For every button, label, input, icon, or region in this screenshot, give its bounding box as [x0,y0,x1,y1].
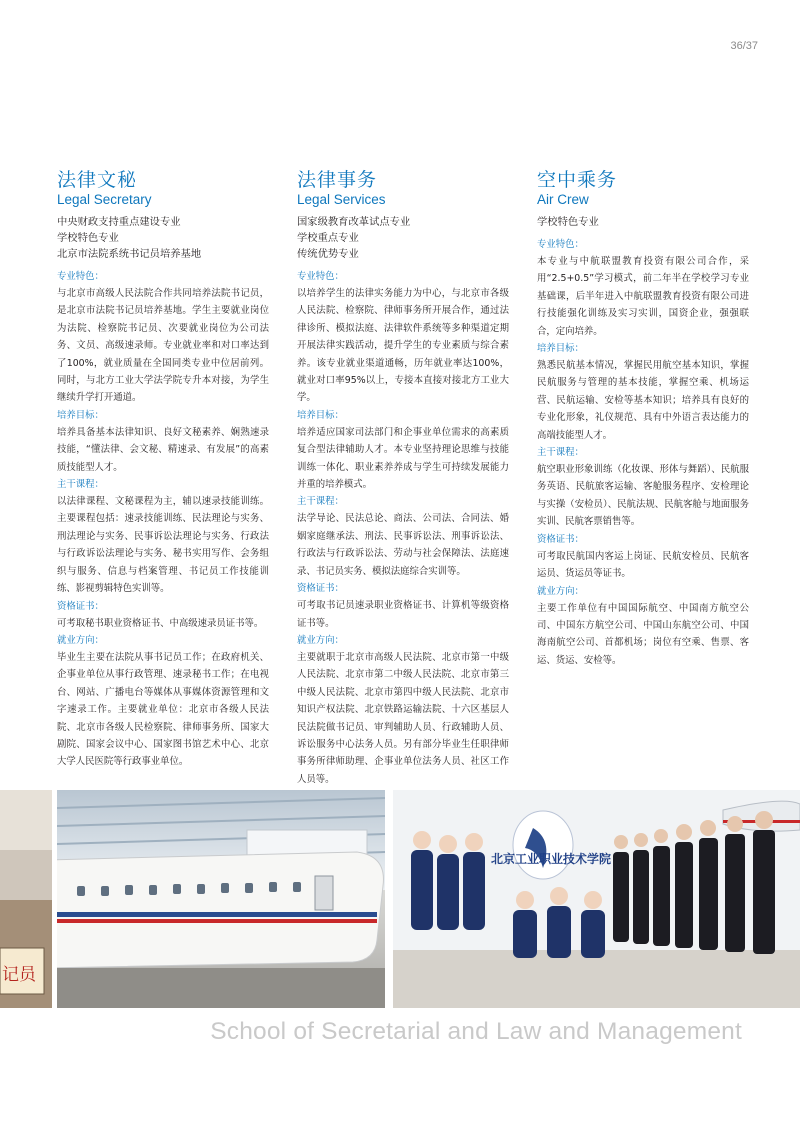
section-body: 可考取民航国内客运上岗证、民航安检员、民航客运员、货运员等证书。 [537,550,749,580]
section-heading: 资格证书： [297,583,344,595]
section-heading: 培养目标： [57,409,104,421]
column-tag: 国家级教育改革试点专业 [297,216,411,228]
column-title-en: Air Crew [537,192,589,207]
section-heading: 专业特色： [297,271,344,282]
section-heading: 主干课程： [57,479,104,491]
column-tag: 中央财政支持重点建设专业 [57,216,181,228]
section-heading: 专业特色： [57,271,104,282]
section-body: 主要工作单位有中国国际航空、中国南方航空公司、中国东方航空公司、中国山东航空公司、中国海南航空公司、首都机场；岗位有空乘、售票、客运、货运、安检等。 [537,602,749,666]
section-heading: 培养目标： [537,343,584,355]
column-title-zh: 空中乘务 [537,169,618,191]
column-title-en: Legal Secretary [57,192,152,207]
section-body: 以法律课程、文秘课程为主，辅以速录技能训练。主要课程包括：速录技能训练、民法理论与实务、刑法理论与实务、民事诉讼法理论与实务、行政法与行政诉讼法理论与实务、秘书实用写作、会务组织与服务、信息与档案管理、书记员工作技能训练、影视剪辑特色实训等。 [57,496,269,595]
college-banner-text: 北京工业职业技术学院 [491,852,612,866]
section-body: 熟悉民航基本情况，掌握民用航空基本知识，掌握民航服务与管理的基本技能，掌握空乘、机场运营、民航运输、安检等基本知识；培养具有良好的专业化形象，礼仪规范、具有中外语言表达能力的高端技能型人才。 [537,360,749,441]
section-heading: 就业方向： [297,634,344,646]
section-heading: 主干课程： [537,447,584,459]
section-body: 可考取书记员速录职业资格证书、计算机等级资格证书等。 [297,600,509,629]
column-tags [57,214,269,262]
column-title-zh: 法律文秘 [57,169,138,191]
column-air-crew [537,168,749,669]
column-title-zh: 法律事务 [297,169,378,191]
section-body: 与北京市高级人民法院合作共同培养法院书记员，是北京市法院书记员培养基地。学生主要就业岗位为法院、检察院书记员、次要就业岗位为公司法务、文员、高级速录师。专业就业率和对口率达到了100%，就业质量在全国同类专业中位居前列。同时，与北方工业大学法学院专升本对接，为学生继续升学打开通道。 [57,288,269,404]
column-tag: 学校重点专业 [297,232,359,244]
column-legal-secretary [57,168,269,771]
section-body: 可考取秘书职业资格证书、中高级速录员证书等。 [57,617,264,629]
section-body: 毕业生主要在法院从事书记员工作；在政府机关、企事业单位从事行政管理、速录秘书工作；在电视台、网站、广播电台等媒体从事媒体资源管理和文字速录工作。主要就业单位：北京市各级人民法院、北京市各级人民检察院、律师事务所、国家大剧院、国家会议中心、国家图书馆艺术中心、北京大学人民医院等行政事业单位。 [57,651,269,768]
section-heading: 资格证书： [537,533,584,545]
section-body: 法学导论、民法总论、商法、公司法、合同法、婚姻家庭继承法、刑法、民事诉讼法、刑事诉讼法、行政法与行政诉讼法、劳动与社会保障法、法庭速录、书记员实务、模拟法庭综合实训等。 [297,513,509,577]
section-body: 以培养学生的法律实务能力为中心，与北京市各级人民法院、检察院、律师事务所开展合作，通过法律诊所、模拟法庭、法律软件系统等多种渠道定期开展法律实践活动，提升学生的专业素质与综合素养。该专业就业渠道通畅，历年就业率达100%，就业对口率95%以上，专接本直接对接北方工业大学。 [297,288,509,404]
section-heading: 就业方向： [537,585,584,597]
column-tags [297,214,509,262]
section-body: 航空职业形象训练（化妆课、形体与舞蹈）、民航服务英语、民航旅客运输、客舱服务程序、安检理论与实操（安检员）、民航法规、民航客舱与地面服务实训、民航客票销售等。 [537,464,749,528]
section-body: 培养适应国家司法部门和企事业单位需求的高素质复合型法律辅助人才。本专业坚持理论思维与技能训练一体化、职业素养养成与学生可持续发展能力并重的培养模式。 [297,426,509,491]
flight-attendants-photo [393,790,800,1008]
column-legal-services [297,168,509,788]
section-heading: 资格证书： [57,600,104,612]
courtroom-sign-text: 记员 [2,965,36,985]
section-body: 本专业与中航联盟教育投资有限公司合作，采用“2.5+0.5”学习模式，前二年半在学校学习专业基础课，后半年进入中航联盟教育投资有限公司进行技能强化训练及实习实训，国资企业，强强联合，定向培养。 [537,256,749,337]
section-body: 培养具备基本法律知识、良好文秘素养、娴熟速录技能，“懂法律、会文秘、精速录、有发展”的高素质技能型人才。 [57,426,269,473]
section-heading: 就业方向： [57,634,104,646]
column-tags [537,214,749,230]
courtroom-photo [0,790,52,1008]
section-heading: 培养目标： [297,409,344,421]
section-heading: 专业特色： [537,239,584,250]
column-tag: 传统优势专业 [297,248,359,260]
column-title-en: Legal Services [297,192,386,207]
column-tag: 学校特色专业 [537,216,599,228]
footer-school-name: School of Secretarial and Law and Management [210,1018,742,1045]
section-heading: 主干课程： [297,496,344,508]
photo-strip [0,790,800,1008]
column-tag: 学校特色专业 [57,232,119,244]
airplane-simulator-photo [57,790,385,1008]
column-tag: 北京市法院系统书记员培养基地 [57,248,202,260]
section-body: 主要就职于北京市高级人民法院、北京市第一中级人民法院、北京市第二中级人民法院、北京市第三中级人民法院、北京市第四中级人民法院、北京市知识产权法院、北京铁路运输法院、十六区基层人民法院做书记员、审判辅助人员、行政辅助人员、诉讼服务中心法务人员。另有部分毕业生任职律师事务所律师助理、企事业单位法务人员、社区工作人员等。 [297,651,509,785]
page-number: 36/37 [730,40,758,52]
